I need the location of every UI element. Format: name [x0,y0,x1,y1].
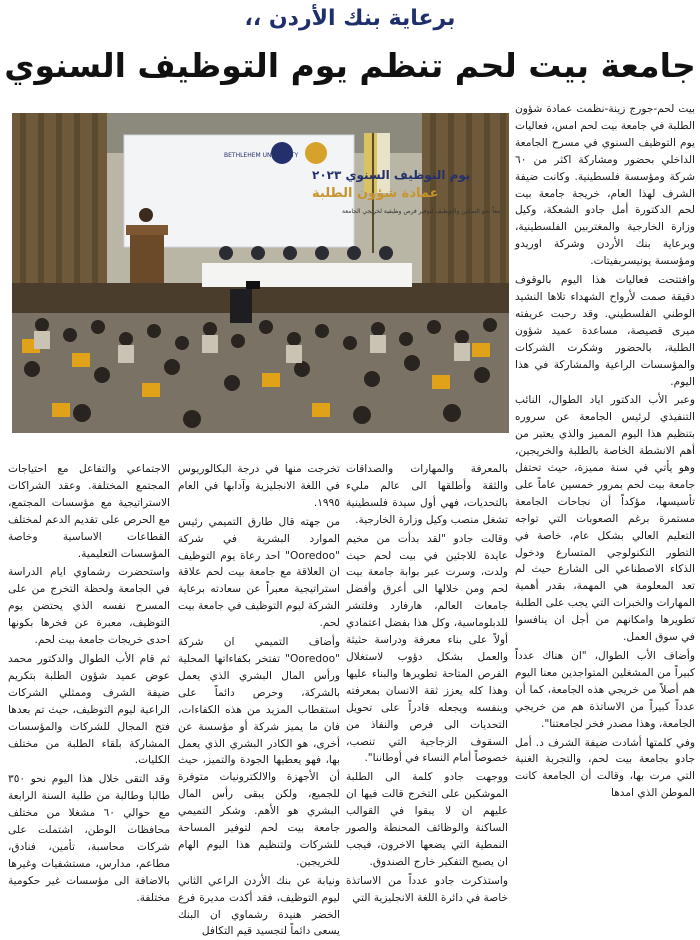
paragraph: ونيابة عن بنك الأردن الراعي الثاني ليوم التوظيف، فقد أكدت مديرة فرع الخضر هنيدة رشماوي ان البنك يسعى دائماً لتجسيد قيم التكافل [178,874,340,938]
paragraph: وأضاف التميمي ان شركة "Ooredoo" تفتخر بكفاءاتها المحلية ورأس المال البشري الذي يعمل بالشركة، وحرص دائماً على استقطاب المزيد من هذه الكفاءات، فان ما يميز شركة أو مؤسسة عن أخرى، هو الكادر البشري الذي يعمل بها، فهو يعطيها الجودة والتميز، حيث أن الأجهزة والالكترونيات متوفرة للجميع، ولكن يبقى رأس المال البشري هو الأهم. وشكر التميمي جامعة بيت لحم لتوفير المساحة للشركات ولتنظيم هذا اليوم الهام للخريجين. [178,636,340,868]
paragraph: الاجتماعي والتفاعل مع احتياجات المجتمع المختلفة. وعقد الشراكات الاستراتيجية مع مؤسسات المجتمع، مع الحرص على تقديم الدعم لمختلف القطاعات الاساسية وخاصة المؤسسات التعليمية. [8,463,170,560]
paragraph: واستحضرت رشماوي ايام الدراسة في الجامعة ولحظة التخرج من على المسرح نفسه الذي يحتضن يوم التوظيف، معبرة عن فخرها بكونها احدى خريجات جامعة بيت لحم. [8,566,170,647]
banner-university-name: BETHLEHEM UNIVERSITY [224,152,299,159]
article-column-1 [515,101,695,891]
paragraph: بالمعرفة والمهارات والصداقات والثقة وأطلقها الى عالم مليء بالتحديات، فهي أول سيدة فلسطينية تشغل منصب وكيل وزارة الخارجية. [346,463,508,526]
banner-subtitle: عمادة شؤون الطلبة [312,186,439,201]
paragraph: تخرجت منها في درجة البكالوريوس في اللغة الانجليزية وآدابها في العام ١٩٩٥. [178,463,340,509]
paragraph: بيت لحم-جورج زينة-نظمت عمادة شؤون الطلبة في جامعة بيت لحم امس، فعاليات يوم التوظيف السنوي في مسرح الجامعة الداخلي بحضور ومشاركة اكثر من ٦٠ شركة ومؤسسة فلسطينية. وكانت ضيفة الشرف لهذا العام، خريجة جامعة بيت لحم الدكتورة أمل جادو الشعكة، وكيل وزارة الخارجية والمغتربين الفلسطينية، وبرعاية بنك الأردن وشركة اوريدو ومؤسسة يونيسربفيتات. [515,103,695,268]
paragraph: واستذكرت جادو عدداً من الاساتذة خاصة في دائرة اللغة الانجليزية التي [346,874,508,904]
paragraph: من جهته قال طارق التميمي رئيس الموارد البشرية في شركة "Ooredoo" احد رعاة يوم التوظيف ان العلاقة مع جامعة بيت لحم علاقة استراتيجية معبراً عن سعادته برعاية الشركة ليوم التوظيف في جامعة بيت لحم. [178,515,340,630]
paragraph: وعبر الأب الدكتور اياد الطوال، النائب التنفيذي لرئيس الجامعة عن سروره بتنظيم هذا اليوم المميز والذي يعتبر من أهم الانشطة الخاصة بالطلبة والخريجين، وهو يأتي في سنة مميزة، حيث تحتفل جامعة بيت لحم بمرور خمسين عاماً على تأسيسها، مؤكداً أن نجاحات الجامعة مستمرة برغم الصعوبات التي تواجه التعليم العالي بشكل عام، خاصة في التطور التكنولوجي المتسارع ودخول الذكاء الاصطناعي الى الشارع حيث لم تعد المعلومة هي المهمة، بقدر أهمية المهارات والخبرات التي يجب على الطلبة تطويرها وامكانهم من أجل ان ينافسوا في سوق العمل. [515,394,695,644]
article-column-2 [346,461,508,904]
paragraph: وافتتحت فعاليات هذا اليوم بالوقوف دقيقة صمت لأرواح الشهداء تلاها النشيد الوطني الفلسطيني. وقد رحبت عريفته ميرى قصيصة، مساعدة عميد شؤون الطلبة، بالحضور وشكرت الشركات والمؤسسات الراعية والمشاركة في هذا اليوم. [515,274,695,388]
paragraph: وأضاف الأب الطوال، "ان هناك عدداً كبيراً من المشغلين المتواجدين معنا اليوم هم أصلاً من خريجي هذه الجامعة، كما أن عدداً كبيراً من الاساتذة هم من خريجي الجامعة، وهذا مصدر فخر لجامعتنا". [515,650,695,730]
paragraph: ووجهت جادو كلمة الى الطلبة الموشكين على التخرج قالت فيها ان عليهم ان لا يبقوا في القوالب الساكنة والوظائف المحنطة والصور النمطية التي يضعها الاخرون، فيجب ان يصبح التفكير خارج الصندوق. [346,771,508,868]
article-column-4 [8,461,170,904]
article-column-3 [178,461,340,938]
article-headline: جامعة بيت لحم تنظم يوم التوظيف السنوي [4,46,696,85]
article-kicker: برعاية بنك الأردن ،، [244,6,456,31]
paragraph: وقالت جادو "لقد بدأت من مخيم عايدة للاجئين في بيت لحم حيث ولدت، وسرت عبر بوابة جامعة بيت لحم ومن خلالها الى أعرق وأفضل جامعات العالم، هارفارد وفلتشر للدبلوماسية، وكل هذا بفضل اعتمادي أولاً على بناء معرفة ودراسة حثيثة والعمل بشكل دؤوب لاستغلال الفرص المتاحة تطويرها والبناء عليها وهذا كله يعزز ثقة الانسان بمعرفته وبنفسه ويجعله قادراً على تحويل التحديات الى فرص والنفاذ من السقوف الزجاجية التي تنصب، خصوصاً أمام النساء في أوطاننا". [346,532,508,765]
paragraph: وفي كلمتها أشادت ضيفة الشرف د. أمل جادو بجامعة بيت لحم، والتجربة الغنية التي مرت بها، وقالت أن الجامعة كانت الموطن الذي امدها [515,736,695,800]
banner-title: يوم التوظيف السنوي ٢٠٢٣ [312,168,471,182]
event-photo [12,113,509,433]
paragraph: وقد التقى خلال هذا اليوم نحو ٣٥٠ طالبا وطالبة من طلبة السنة الرابعة مع حوالي ٦٠ مشغلا من مختلف محافظات الوطن، اشتملت على شركات محاسبة، تأمين، فنادق، مطاعم، مدارس، مستشفيات وغيرها بالاضافة الى مؤسسات غير حكومية مختلفة. [8,773,170,904]
paragraph: ثم قام الأب الطوال والدكتور محمد عوض عميد شؤون الطلبة بتكريم ضيفة الشرف وممثلي الشركات الراعية ليوم التوظيف، حيث تم بعدها فتح المجال للشركات والمؤسسات المشاركة بلقاء الطلبة من مختلف الكليات. [8,652,170,767]
banner-tagline: معاً نحو التمكين والتوظيف لتوفير فرص وظيفية لخريجي الجامعة [342,208,501,215]
